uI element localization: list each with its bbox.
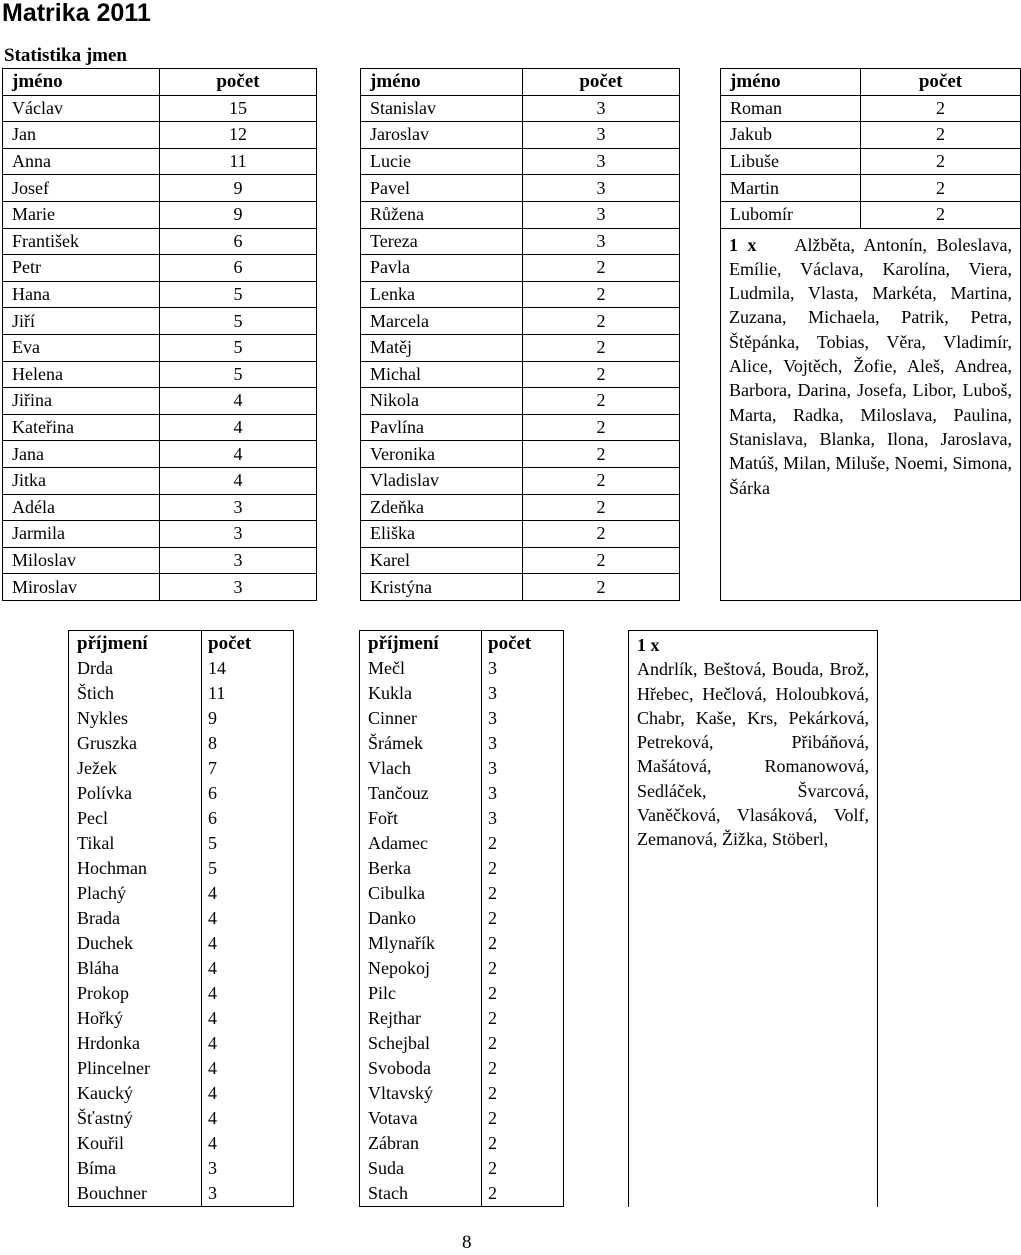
- count-cell: 2: [861, 95, 1021, 122]
- count-cell: 2: [523, 388, 680, 415]
- table-row: [3, 175, 1021, 202]
- surnames-table: [68, 630, 878, 1207]
- count-cell: 9: [202, 706, 294, 731]
- column-gap: [564, 781, 629, 806]
- surname-cell: Fořt: [360, 806, 482, 831]
- count-cell: 4: [202, 956, 294, 981]
- name-cell: Miloslav: [3, 547, 160, 574]
- surname-cell: Berka: [360, 856, 482, 881]
- document-title: Matrika 2011: [2, 0, 151, 27]
- column-gap: [564, 1031, 629, 1056]
- column-gap: [564, 806, 629, 831]
- count-cell: 6: [160, 255, 317, 282]
- count-cell: 11: [202, 681, 294, 706]
- surname-cell: Rejthar: [360, 1006, 482, 1031]
- surname-cell: Hrdonka: [69, 1031, 202, 1056]
- single-label: 1 x: [729, 234, 757, 255]
- names-header-row: [3, 69, 1021, 96]
- surname-cell: Ježek: [69, 756, 202, 781]
- column-gap: [564, 631, 629, 657]
- count-cell: 3: [523, 148, 680, 175]
- name-cell: Jiří: [3, 308, 160, 335]
- name-cell: Jarmila: [3, 521, 160, 548]
- count-cell: 2: [482, 881, 564, 906]
- surname-cell: Polívka: [69, 781, 202, 806]
- count-cell: 4: [202, 1106, 294, 1131]
- count-cell: 2: [482, 831, 564, 856]
- column-gap: [680, 122, 721, 149]
- name-cell: Karel: [361, 547, 523, 574]
- surname-cell: Pecl: [69, 806, 202, 831]
- count-cell: 11: [160, 148, 317, 175]
- surname-cell: Tikal: [69, 831, 202, 856]
- name-cell: Matěj: [361, 334, 523, 361]
- column-gap: [317, 228, 361, 255]
- column-gap: [317, 441, 361, 468]
- surname-cell: Vltavský: [360, 1081, 482, 1106]
- count-cell: 6: [202, 781, 294, 806]
- count-cell: 9: [160, 201, 317, 228]
- count-cell: 2: [482, 906, 564, 931]
- surname-cell: Svoboda: [360, 1056, 482, 1081]
- table-row: [3, 95, 1021, 122]
- table-row: [3, 148, 1021, 175]
- name-cell: Pavlína: [361, 414, 523, 441]
- column-gap: [294, 981, 360, 1006]
- surname-cell: Votava: [360, 1106, 482, 1131]
- column-gap: [317, 281, 361, 308]
- name-cell: Josef: [3, 175, 160, 202]
- count-cell: 4: [202, 1056, 294, 1081]
- name-cell: Vladislav: [361, 467, 523, 494]
- name-cell: Marcela: [361, 308, 523, 335]
- surname-cell: Vlach: [360, 756, 482, 781]
- count-cell: 3: [482, 706, 564, 731]
- column-gap: [564, 931, 629, 956]
- column-gap: [294, 706, 360, 731]
- name-cell: Petr: [3, 255, 160, 282]
- name-cell: Anna: [3, 148, 160, 175]
- count-cell: 2: [523, 255, 680, 282]
- count-cell: 2: [861, 175, 1021, 202]
- count-cell: 9: [160, 175, 317, 202]
- name-cell: Lubomír: [721, 201, 861, 228]
- count-cell: 6: [160, 228, 317, 255]
- column-gap: [564, 1006, 629, 1031]
- surname-cell: Štich: [69, 681, 202, 706]
- column-gap: [564, 1181, 629, 1207]
- column-gap: [294, 806, 360, 831]
- column-gap: [294, 756, 360, 781]
- header-count: počet: [202, 631, 294, 657]
- count-cell: 3: [523, 122, 680, 149]
- header-count: počet: [160, 69, 317, 96]
- column-gap: [294, 956, 360, 981]
- surname-cell: Kukla: [360, 681, 482, 706]
- count-cell: 2: [861, 201, 1021, 228]
- count-cell: 3: [523, 175, 680, 202]
- surname-cell: Zábran: [360, 1131, 482, 1156]
- surname-cell: Kouřil: [69, 1131, 202, 1156]
- count-cell: 2: [523, 467, 680, 494]
- name-cell: Nikola: [361, 388, 523, 415]
- column-gap: [564, 706, 629, 731]
- name-cell: Václav: [3, 95, 160, 122]
- column-gap: [564, 1131, 629, 1156]
- name-cell: Lenka: [361, 281, 523, 308]
- column-gap: [317, 148, 361, 175]
- count-cell: 4: [160, 388, 317, 415]
- column-gap: [317, 388, 361, 415]
- count-cell: 3: [523, 95, 680, 122]
- table-row: [3, 228, 1021, 255]
- column-gap: [680, 361, 721, 388]
- surname-cell: Pilc: [360, 981, 482, 1006]
- count-cell: 2: [861, 148, 1021, 175]
- count-cell: 2: [482, 981, 564, 1006]
- name-cell: Jakub: [721, 122, 861, 149]
- column-gap: [317, 467, 361, 494]
- column-gap: [294, 1056, 360, 1081]
- surname-cell: Adamec: [360, 831, 482, 856]
- count-cell: 4: [160, 441, 317, 468]
- column-gap: [564, 1056, 629, 1081]
- count-cell: 5: [160, 334, 317, 361]
- count-cell: 3: [160, 494, 317, 521]
- surname-cell: Suda: [360, 1156, 482, 1181]
- surname-cell: Bláha: [69, 956, 202, 981]
- column-gap: [294, 881, 360, 906]
- column-gap: [680, 574, 721, 601]
- count-cell: 3: [482, 681, 564, 706]
- name-cell: Stanislav: [361, 95, 523, 122]
- surname-cell: Brada: [69, 906, 202, 931]
- count-cell: 4: [160, 467, 317, 494]
- column-gap: [317, 414, 361, 441]
- single-occurrence-names: [721, 228, 1021, 600]
- column-gap: [564, 681, 629, 706]
- count-cell: 2: [482, 1006, 564, 1031]
- name-cell: Jaroslav: [361, 122, 523, 149]
- count-cell: 2: [523, 441, 680, 468]
- surname-cell: Stach: [360, 1181, 482, 1207]
- column-gap: [680, 547, 721, 574]
- surname-cell: Drda: [69, 656, 202, 681]
- count-cell: 2: [523, 494, 680, 521]
- column-gap: [564, 1156, 629, 1181]
- header-name: jméno: [3, 69, 160, 96]
- column-gap: [680, 467, 721, 494]
- surname-cell: Kaucký: [69, 1081, 202, 1106]
- column-gap: [564, 981, 629, 1006]
- surname-cell: Duchek: [69, 931, 202, 956]
- count-cell: 3: [523, 228, 680, 255]
- count-cell: 4: [202, 1081, 294, 1106]
- column-gap: [680, 334, 721, 361]
- header-surname: příjmení: [360, 631, 482, 657]
- column-gap: [294, 1156, 360, 1181]
- column-gap: [317, 361, 361, 388]
- column-gap: [680, 521, 721, 548]
- column-gap: [294, 681, 360, 706]
- name-cell: Hana: [3, 281, 160, 308]
- header-count: počet: [523, 69, 680, 96]
- column-gap: [294, 1106, 360, 1131]
- count-cell: 3: [482, 731, 564, 756]
- column-gap: [317, 122, 361, 149]
- name-cell: Tereza: [361, 228, 523, 255]
- name-cell: Adéla: [3, 494, 160, 521]
- column-gap: [680, 281, 721, 308]
- count-cell: 2: [523, 521, 680, 548]
- count-cell: 2: [482, 1081, 564, 1106]
- name-cell: Zdeňka: [361, 494, 523, 521]
- surname-cell: Mlynařík: [360, 931, 482, 956]
- count-cell: 2: [482, 1156, 564, 1181]
- surname-cell: Plincelner: [69, 1056, 202, 1081]
- count-cell: 3: [160, 547, 317, 574]
- surname-cell: Bouchner: [69, 1181, 202, 1207]
- column-gap: [317, 255, 361, 282]
- column-gap: [317, 308, 361, 335]
- count-cell: 2: [861, 122, 1021, 149]
- page-number: 8: [462, 1232, 472, 1253]
- count-cell: 4: [202, 931, 294, 956]
- count-cell: 3: [523, 201, 680, 228]
- count-cell: 4: [202, 1131, 294, 1156]
- count-cell: 4: [202, 906, 294, 931]
- surnames-header-row: [69, 631, 878, 657]
- column-gap: [680, 69, 721, 96]
- column-gap: [564, 1081, 629, 1106]
- header-count: počet: [482, 631, 564, 657]
- column-gap: [680, 255, 721, 282]
- column-gap: [680, 494, 721, 521]
- count-cell: 2: [482, 1056, 564, 1081]
- count-cell: 2: [482, 956, 564, 981]
- surname-cell: Prokop: [69, 981, 202, 1006]
- name-cell: Marie: [3, 201, 160, 228]
- count-cell: 7: [202, 756, 294, 781]
- single-occurrence-surnames: [629, 631, 878, 1207]
- column-gap: [564, 881, 629, 906]
- count-cell: 5: [202, 831, 294, 856]
- column-gap: [564, 956, 629, 981]
- name-cell: Jitka: [3, 467, 160, 494]
- table-row: [3, 201, 1021, 228]
- count-cell: 3: [482, 806, 564, 831]
- single-surnames-list: Andrlík, Beštová, Bouda, Brož, Hřebec, Hečlová, Holoubková, Chabr, Kaše, Krs, Pekárková, Petreková, Přibáňová, Mašátová, Romanowová, Sedláček, Švarcová, Vaněčková, Vlasáková, Volf, Zemanová, Žižka, Stöberl,: [637, 659, 869, 850]
- name-cell: Pavel: [361, 175, 523, 202]
- surname-cell: Gruszka: [69, 731, 202, 756]
- count-cell: 2: [523, 361, 680, 388]
- count-cell: 2: [523, 574, 680, 601]
- column-gap: [317, 95, 361, 122]
- count-cell: 3: [202, 1156, 294, 1181]
- surname-cell: Cibulka: [360, 881, 482, 906]
- name-cell: Eliška: [361, 521, 523, 548]
- count-cell: 4: [160, 414, 317, 441]
- surname-cell: Šrámek: [360, 731, 482, 756]
- count-cell: 5: [160, 361, 317, 388]
- column-gap: [294, 906, 360, 931]
- count-cell: 5: [160, 281, 317, 308]
- name-cell: Martin: [721, 175, 861, 202]
- count-cell: 2: [482, 1131, 564, 1156]
- name-cell: Jana: [3, 441, 160, 468]
- column-gap: [294, 1131, 360, 1156]
- name-cell: Veronika: [361, 441, 523, 468]
- name-cell: Miroslav: [3, 574, 160, 601]
- surname-cell: Nykles: [69, 706, 202, 731]
- column-gap: [680, 308, 721, 335]
- count-cell: 2: [523, 334, 680, 361]
- first-names-table: [2, 68, 1021, 601]
- single-label: 1 x: [637, 635, 660, 655]
- column-gap: [294, 831, 360, 856]
- count-cell: 8: [202, 731, 294, 756]
- count-cell: 12: [160, 122, 317, 149]
- count-cell: 15: [160, 95, 317, 122]
- surname-cell: Plachý: [69, 881, 202, 906]
- count-cell: 2: [482, 1031, 564, 1056]
- column-gap: [564, 906, 629, 931]
- single-names-list: Alžběta, Antonín, Boleslava, Emílie, Václava, Karolína, Viera, Ludmila, Vlasta, Markéta, Martina, Zuzana, Michaela, Patrik, Petra, Štěpánka, Tobias, Věra, Vladimír, Alice, Vojtěch, Žofie, Aleš, Andrea, Barbora, Darina, Josefa, Libor, Luboš, Marta, Radka, Miloslava, Paulina, Stanislava, Blanka, Ilona, Jaroslava, Matúš, Milan, Miluše, Noemi, Simona, Šárka: [729, 234, 1013, 498]
- name-cell: Kristýna: [361, 574, 523, 601]
- column-gap: [317, 574, 361, 601]
- column-gap: [294, 781, 360, 806]
- column-gap: [294, 931, 360, 956]
- column-gap: [317, 201, 361, 228]
- count-cell: 2: [482, 931, 564, 956]
- column-gap: [317, 521, 361, 548]
- count-cell: 3: [482, 656, 564, 681]
- name-cell: Pavla: [361, 255, 523, 282]
- name-cell: Růžena: [361, 201, 523, 228]
- surname-cell: Nepokoj: [360, 956, 482, 981]
- header-name: jméno: [721, 69, 861, 96]
- count-cell: 4: [202, 981, 294, 1006]
- column-gap: [680, 148, 721, 175]
- table-row: [3, 122, 1021, 149]
- name-cell: Helena: [3, 361, 160, 388]
- count-cell: 14: [202, 656, 294, 681]
- surname-cell: Bíma: [69, 1156, 202, 1181]
- column-gap: [680, 388, 721, 415]
- column-gap: [680, 414, 721, 441]
- column-gap: [294, 1181, 360, 1207]
- name-cell: Libuše: [721, 148, 861, 175]
- name-cell: Jiřina: [3, 388, 160, 415]
- count-cell: 4: [202, 881, 294, 906]
- count-cell: 6: [202, 806, 294, 831]
- column-gap: [680, 95, 721, 122]
- count-cell: 2: [482, 1106, 564, 1131]
- column-gap: [680, 175, 721, 202]
- count-cell: 2: [482, 1181, 564, 1207]
- surname-cell: Hochman: [69, 856, 202, 881]
- surname-cell: Mečl: [360, 656, 482, 681]
- column-gap: [564, 1106, 629, 1131]
- column-gap: [294, 656, 360, 681]
- column-gap: [317, 69, 361, 96]
- count-cell: 2: [523, 414, 680, 441]
- name-cell: František: [3, 228, 160, 255]
- name-cell: Michal: [361, 361, 523, 388]
- count-cell: 2: [482, 856, 564, 881]
- count-cell: 3: [160, 521, 317, 548]
- column-gap: [294, 731, 360, 756]
- column-gap: [680, 201, 721, 228]
- column-gap: [564, 756, 629, 781]
- column-gap: [564, 831, 629, 856]
- surname-cell: Cinner: [360, 706, 482, 731]
- surname-cell: Šťastný: [69, 1106, 202, 1131]
- surname-cell: Schejbal: [360, 1031, 482, 1056]
- column-gap: [317, 494, 361, 521]
- count-cell: 4: [202, 1006, 294, 1031]
- column-gap: [564, 656, 629, 681]
- count-cell: 5: [202, 856, 294, 881]
- count-cell: 3: [482, 781, 564, 806]
- count-cell: 3: [160, 574, 317, 601]
- name-cell: Lucie: [361, 148, 523, 175]
- name-cell: Kateřina: [3, 414, 160, 441]
- name-cell: Eva: [3, 334, 160, 361]
- count-cell: 3: [202, 1181, 294, 1207]
- surname-cell: Tančouz: [360, 781, 482, 806]
- count-cell: 2: [523, 547, 680, 574]
- column-gap: [564, 731, 629, 756]
- count-cell: 4: [202, 1031, 294, 1056]
- count-cell: 5: [160, 308, 317, 335]
- column-gap: [294, 1081, 360, 1106]
- column-gap: [294, 631, 360, 657]
- column-gap: [294, 1031, 360, 1056]
- header-surname: příjmení: [69, 631, 202, 657]
- column-gap: [317, 334, 361, 361]
- name-cell: Roman: [721, 95, 861, 122]
- column-gap: [294, 1006, 360, 1031]
- count-cell: 2: [523, 281, 680, 308]
- count-cell: 3: [482, 756, 564, 781]
- count-cell: 2: [523, 308, 680, 335]
- name-cell: Jan: [3, 122, 160, 149]
- surname-cell: Danko: [360, 906, 482, 931]
- column-gap: [317, 547, 361, 574]
- column-gap: [680, 228, 721, 255]
- header-count: počet: [861, 69, 1021, 96]
- column-gap: [317, 175, 361, 202]
- column-gap: [564, 856, 629, 881]
- surname-cell: Hořký: [69, 1006, 202, 1031]
- column-gap: [680, 441, 721, 468]
- column-gap: [294, 856, 360, 881]
- section-title: Statistika jmen: [4, 45, 127, 66]
- header-name: jméno: [361, 69, 523, 96]
